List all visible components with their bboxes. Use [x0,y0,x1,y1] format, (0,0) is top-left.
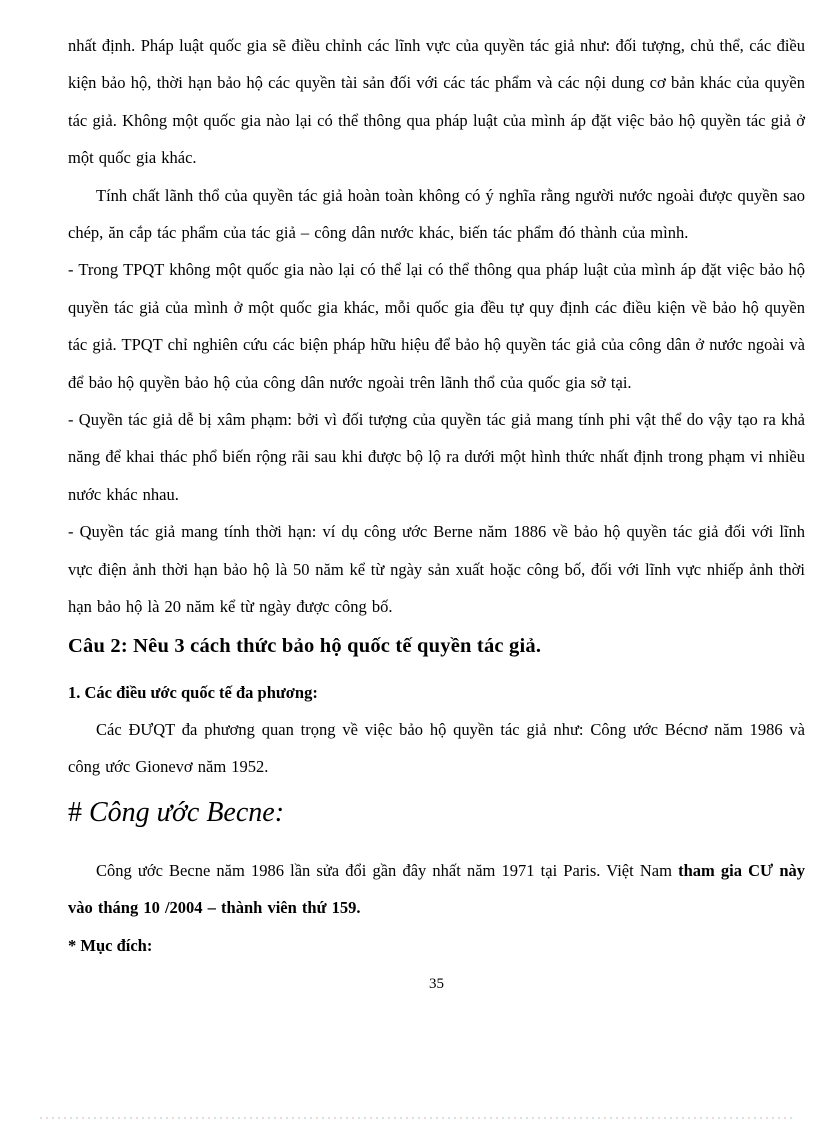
heading-multilateral-treaties: 1. Các điều ước quốc tế đa phương: [68,682,318,702]
paragraph-copyright-scope: nhất định. Pháp luật quốc gia sẽ điều chỉnh các lĩnh vực của quyền tác giả như: đối tượng, chủ thể, các điều kiện bảo hộ, thời hạn bảo hộ các quyền tài sản đối với các tác phẩm và các nội dung cơ bản khác của quyền tác giả. Không một quốc gia nào lại có thể thông qua pháp luật của mình áp đặt việc bảo hộ quyền tác giả ở một quốc gia khác. [68,36,805,168]
page-content [68,27,805,994]
heading-berne-convention [68,790,805,836]
heading-berne-convention-title: Công ước Becne: [89,796,285,828]
paragraph-duqt-overview: Các ĐƯQT đa phương quan trọng về việc bảo hộ quyền tác giả như: Công ước Bécnơ năm 1986 và công ước Gionevơ năm 1952. [68,719,805,777]
paragraph-tpqt-bullet: - Trong TPQT không một quốc gia nào lại có thể lại có thể thông qua pháp luật của mình áp đặt việc bảo hộ quyền tác giả của mình ở một quốc gia khác, mỗi quốc gia đều tự quy định các điều kiện về bảo hộ quyền tác giả. TPQT chỉ nghiên cứu các biện pháp hữu hiệu để bảo hộ quyền tác giả của công dân ở nước ngoài và để bảo hộ quyền bảo hộ của công dân nước ngoài trên lãnh thổ của quốc gia sở tại. [68,260,805,392]
heading-question-2: Câu 2: Nêu 3 cách thức bảo hộ quốc tế quyền tác giả. [68,634,542,657]
page-break-dashed-line [40,1117,792,1119]
page-number: 35 [429,975,444,992]
paragraph-territorial-nature: Tính chất lãnh thổ của quyền tác giả hoàn toàn không có ý nghĩa rằng người nước ngoài được quyền sao chép, ăn cắp tác phẩm của tác giả – công dân nước khác, biến tác phẩm đó thành của mình. [68,185,805,243]
berne-detail-bold-text: tham gia CƯ này vào tháng 10 /2004 – thành viên thứ 159. [68,860,805,918]
paragraph-berne-detail [68,852,805,927]
heading-purpose: * Mục đích: [68,935,153,955]
paragraph-time-limit-bullet: - Quyền tác giả mang tính thời hạn: ví dụ công ước Berne năm 1886 về bảo hộ quyền tác giả đối với lĩnh vực điện ảnh thời hạn bảo hộ là 50 năm kể từ ngày sản xuất hoặc công bố, đối với lĩnh vực nhiếp ảnh thời hạn bảo hộ là 20 năm kể từ ngày được công bố. [68,522,805,617]
berne-detail-normal-text: Công ước Becne năm 1986 lần sửa đổi gần đây nhất năm 1971 tại Paris. Việt Nam [96,860,679,880]
paragraph-infringement-bullet: - Quyền tác giả dễ bị xâm phạm: bởi vì đối tượng của quyền tác giả mang tính phi vật thể do vậy tạo ra khả năng để khai thác phổ biến rộng rãi sau khi được bộ lộ ra dưới một hình thức nhất định trong phạm vi nhiều nước khác nhau. [68,410,805,504]
hash-mark: # [68,796,82,828]
